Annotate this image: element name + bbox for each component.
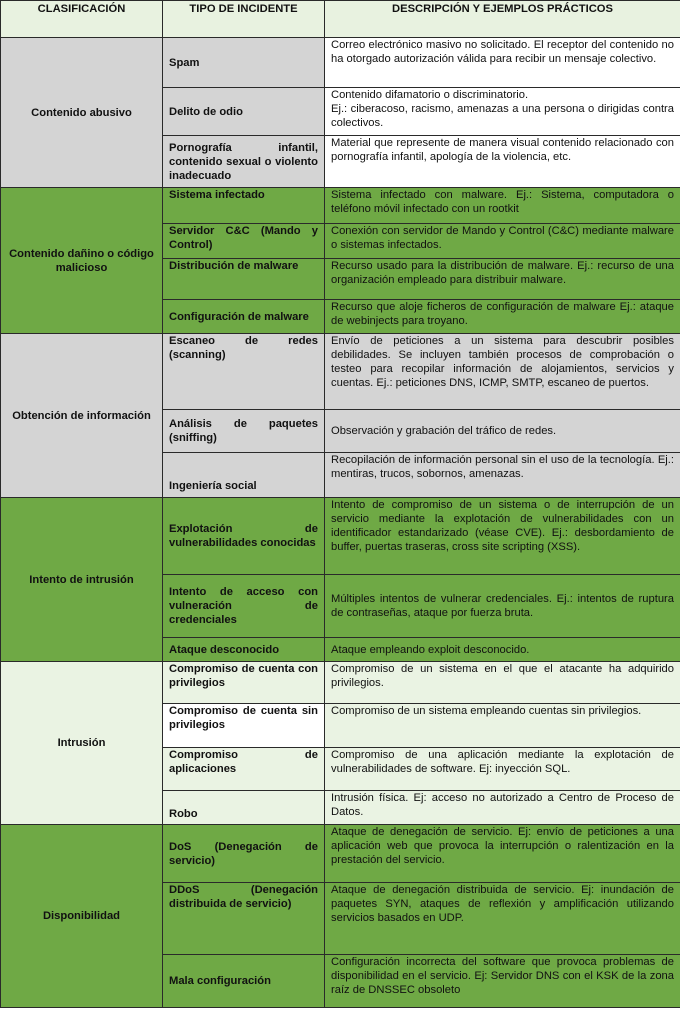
incident-type-cell: Delito de odio bbox=[163, 88, 325, 136]
description-cell: Envío de peticiones a un sistema para descubrir posibles debilidades. Se incluyen también procesos de comprobación o testeo para recopilar información de alojamientos, servicios y cuentas. Ej.: peticiones DNS, ICMP, SMTP, escaneo de puertos. bbox=[325, 334, 680, 410]
description-cell: Recopilación de información personal sin el uso de la tecnología. Ej.: mentiras, trucos, sobornos, amenazas. bbox=[325, 453, 680, 498]
table-row bbox=[1, 498, 680, 575]
classification-cell: Contenido dañino o código malicioso bbox=[1, 188, 163, 334]
table-row bbox=[1, 188, 680, 224]
description-cell: Contenido difamatorio o discriminatorio. Ej.: ciberacoso, racismo, amenazas a una persona o dirigidas contra colectivos. bbox=[325, 88, 680, 136]
incident-type-cell: Pornografía infantil, contenido sexual o violento inadecuado bbox=[163, 136, 325, 188]
incident-type-cell: Sistema infectado bbox=[163, 188, 325, 224]
incident-type-cell: Spam bbox=[163, 38, 325, 88]
incident-type-cell: Escaneo de redes (scanning) bbox=[163, 334, 325, 410]
classification-cell: Intento de intrusión bbox=[1, 498, 163, 662]
description-cell: Compromiso de una aplicación mediante la explotación de vulnerabilidades de software. Ej: inyección SQL. bbox=[325, 748, 680, 791]
table-row bbox=[1, 662, 680, 704]
description-cell: Múltiples intentos de vulnerar credenciales. Ej.: intentos de ruptura de contraseñas, ataque por fuerza bruta. bbox=[325, 575, 680, 638]
incident-type-cell: Intento de acceso con vulneración de credenciales bbox=[163, 575, 325, 638]
incident-type-cell: Compromiso de cuenta sin privilegios bbox=[163, 704, 325, 748]
description-cell: Compromiso de un sistema empleando cuentas sin privilegios. bbox=[325, 704, 680, 748]
classification-cell: Disponibilidad bbox=[1, 825, 163, 1008]
header-incident-type: TIPO DE INCIDENTE bbox=[163, 1, 325, 38]
classification-cell: Intrusión bbox=[1, 662, 163, 825]
incident-type-cell: Compromiso de cuenta con privilegios bbox=[163, 662, 325, 704]
description-cell: Material que represente de manera visual contenido relacionado con pornografía infantil, apología de la violencia, etc. bbox=[325, 136, 680, 188]
table-row bbox=[1, 825, 680, 883]
description-cell: Conexión con servidor de Mando y Control (C&C) mediante malware o sistemas infectados. bbox=[325, 224, 680, 259]
incident-type-cell: Mala configuración bbox=[163, 955, 325, 1008]
table-row bbox=[1, 334, 680, 410]
incident-type-cell: Análisis de paquetes (sniffing) bbox=[163, 410, 325, 453]
description-cell: Intrusión física. Ej: acceso no autorizado a Centro de Proceso de Datos. bbox=[325, 791, 680, 825]
description-cell: Configuración incorrecta del software que provoca problemas de disponibilidad en el servicio. Ej: Servidor DNS con el KSK de la zona raíz de DNSSEC obsoleto bbox=[325, 955, 680, 1008]
incident-type-cell: Robo bbox=[163, 791, 325, 825]
table-row bbox=[1, 38, 680, 88]
incident-type-cell: DDoS (Denegación distribuida de servicio) bbox=[163, 883, 325, 955]
description-cell: Compromiso de un sistema en el que el atacante ha adquirido privilegios. bbox=[325, 662, 680, 704]
incident-type-cell: Compromiso de aplicaciones bbox=[163, 748, 325, 791]
description-cell: Correo electrónico masivo no solicitado. El receptor del contenido no ha otorgado autorización válida para recibir un mensaje colectivo. bbox=[325, 38, 680, 88]
incident-type-cell: Explotación de vulnerabilidades conocidas bbox=[163, 498, 325, 575]
incident-type-cell: DoS (Denegación de servicio) bbox=[163, 825, 325, 883]
incident-type-cell: Configuración de malware bbox=[163, 300, 325, 334]
header-description: DESCRIPCIÓN Y EJEMPLOS PRÁCTICOS bbox=[325, 1, 680, 38]
description-cell: Recurso que aloje ficheros de configuración de malware Ej.: ataque de webinjects para troyano. bbox=[325, 300, 680, 334]
incident-type-cell: Distribución de malware bbox=[163, 259, 325, 300]
description-cell: Intento de compromiso de un sistema o de interrupción de un servicio mediante la explotación de vulnerabilidades con un identificador estandarizado (véase CVE). Ej.: desbordamiento de buffer, puertas traseras, cross site scripting (XSS). bbox=[325, 498, 680, 575]
header-classification: CLASIFICACIÓN bbox=[1, 1, 163, 38]
incident-type-cell: Ingeniería social bbox=[163, 453, 325, 498]
description-cell: Ataque de denegación distribuida de servicio. Ej: inundación de paquetes SYN, ataques de reflexión y amplificación utilizando servicios basados en UDP. bbox=[325, 883, 680, 955]
incident-type-cell: Ataque desconocido bbox=[163, 638, 325, 662]
description-cell: Recurso usado para la distribución de malware. Ej.: recurso de una organización empleado para distribuir malware. bbox=[325, 259, 680, 300]
description-cell: Ataque empleando exploit desconocido. bbox=[325, 638, 680, 662]
description-cell: Observación y grabación del tráfico de redes. bbox=[325, 410, 680, 453]
incident-type-cell: Servidor C&C (Mando y Control) bbox=[163, 224, 325, 259]
description-cell: Sistema infectado con malware. Ej.: Sistema, computadora o teléfono móvil infectado con un rootkit bbox=[325, 188, 680, 224]
description-cell: Ataque de denegación de servicio. Ej: envío de peticiones a una aplicación web que provoca la interrupción o ralentización en la prestación del servicio. bbox=[325, 825, 680, 883]
header-row bbox=[1, 1, 680, 38]
classification-cell: Obtención de información bbox=[1, 334, 163, 498]
classification-cell: Contenido abusivo bbox=[1, 38, 163, 188]
